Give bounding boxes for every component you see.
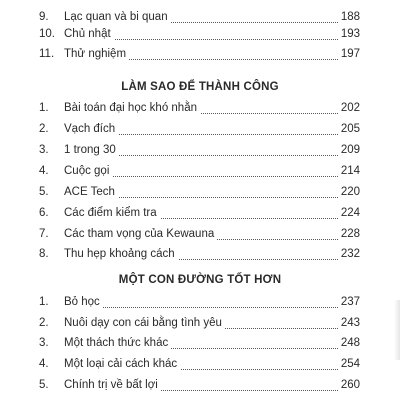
toc-entry xyxy=(0,315,400,331)
toc-entry xyxy=(0,9,400,25)
entry-page-number: 232 xyxy=(338,246,360,262)
entry-title: Lạc quan và bi quan xyxy=(64,9,171,25)
toc-entry xyxy=(0,46,400,62)
toc-entry xyxy=(0,356,400,372)
entry-title: Chủ nhật xyxy=(64,26,114,42)
entry-title: ACE Tech xyxy=(64,184,118,200)
toc-entry xyxy=(0,377,400,393)
entry-title: 1 trong 30 xyxy=(64,142,119,158)
entry-number: 6. xyxy=(39,207,49,219)
entry-page-number: 228 xyxy=(338,226,360,242)
entry-number: 1. xyxy=(39,296,49,308)
entry-page-number: 220 xyxy=(338,184,360,200)
entry-number: 9. xyxy=(39,11,49,23)
entry-page-number: 254 xyxy=(338,356,360,372)
toc-entry xyxy=(0,226,400,242)
entry-page-number: 205 xyxy=(338,121,360,137)
toc-entry xyxy=(0,205,400,221)
entry-number: 3. xyxy=(39,337,49,349)
page-edge-shadow xyxy=(394,300,400,360)
entry-number: 5. xyxy=(39,379,49,391)
toc-entry xyxy=(0,246,400,262)
toc-entry xyxy=(0,121,400,137)
entry-page-number: 209 xyxy=(338,142,360,158)
entry-title: Một loại cải cách khác xyxy=(64,356,180,372)
toc-entry xyxy=(0,335,400,351)
entry-title: Thu hẹp khoảng cách xyxy=(64,246,178,262)
entry-title: Vạch đích xyxy=(64,121,118,137)
entry-title: Các điểm kiểm tra xyxy=(64,205,160,221)
entry-page-number: 214 xyxy=(338,163,360,179)
toc-entry xyxy=(0,294,400,310)
entry-page-number: 248 xyxy=(338,335,360,351)
entry-number: 3. xyxy=(39,144,49,156)
toc-entry xyxy=(0,26,400,42)
entry-number: 8. xyxy=(39,248,49,260)
entry-page-number: 188 xyxy=(338,9,360,25)
entry-number: 4. xyxy=(39,358,49,370)
entry-page-number: 202 xyxy=(338,100,360,116)
entry-page-number: 243 xyxy=(338,315,360,331)
toc-entry xyxy=(0,100,400,116)
entry-title: Chính trị về bất lợi xyxy=(64,377,161,393)
entry-page-number: 197 xyxy=(338,46,360,62)
entry-page-number: 260 xyxy=(338,377,360,393)
entry-title: Bài toán đại học khó nhằn xyxy=(64,100,200,116)
entry-title: Nuôi dạy con cái bằng tình yêu xyxy=(64,315,225,331)
entry-title: Các tham vọng của Kewauna xyxy=(64,226,217,242)
section-heading: LÀM SAO ĐỂ THÀNH CÔNG xyxy=(121,81,279,93)
entry-number: 5. xyxy=(39,186,49,198)
toc-entry xyxy=(0,163,400,179)
entry-number: 1. xyxy=(39,102,49,114)
dot-leader xyxy=(64,297,350,308)
entry-title: Thử nghiệm xyxy=(64,46,129,62)
entry-title: Một thách thức khác xyxy=(64,335,171,351)
entry-number: 2. xyxy=(39,317,49,329)
section-heading: MỘT CON ĐƯỜNG TỐT HƠN xyxy=(118,274,282,286)
entry-number: 2. xyxy=(39,123,49,135)
toc-entry xyxy=(0,184,400,200)
toc-entry xyxy=(0,142,400,158)
entry-number: 10. xyxy=(39,28,55,40)
entry-number: 11. xyxy=(39,48,55,60)
entry-title: Bỏ học xyxy=(64,294,103,310)
entry-page-number: 237 xyxy=(338,294,360,310)
entry-number: 7. xyxy=(39,228,49,240)
entry-page-number: 193 xyxy=(338,26,360,42)
entry-page-number: 224 xyxy=(338,205,360,221)
entry-title: Cuộc gọi xyxy=(64,163,112,179)
entry-number: 4. xyxy=(39,165,49,177)
